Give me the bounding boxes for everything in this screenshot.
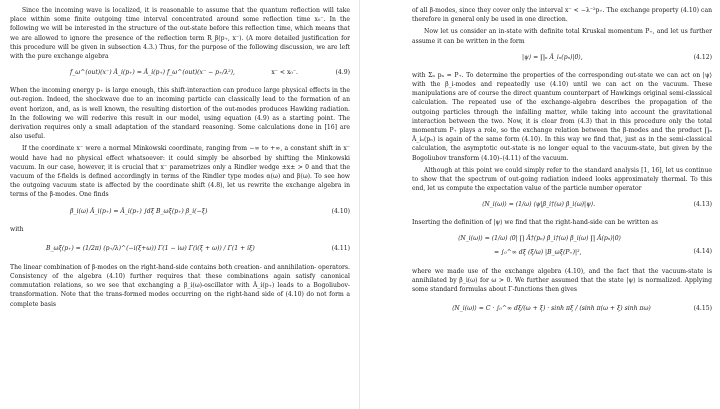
equation-4-14 xyxy=(412,231,712,263)
equation-4-14-line-1: ⟨N_i(ω)⟩ = (1/ω) ⟨0| ∏ Â†(pₙ) β_i†(ω) β_i(ω) ∏ Â(pₙ)|0⟩ xyxy=(458,234,621,242)
equation-4-9 xyxy=(10,64,350,82)
equation-4-10 xyxy=(10,203,350,221)
equation-4-15 xyxy=(412,297,712,319)
equation-4-15-number: (4.15) xyxy=(693,305,712,313)
equation-4-12 xyxy=(412,49,712,67)
right-paragraph-2: Now let us consider an in-state with definite total Kruskal momentum P₊, and let us further assume it can be written in the form xyxy=(412,28,712,45)
equation-4-9-number: (4.9) xyxy=(335,69,350,77)
left-page-text xyxy=(10,6,350,312)
equation-4-14-line-2: = ∫₀^∞ dξ (ξ/ω) |B_ωξ(P₊)|², xyxy=(494,248,582,256)
equation-4-10-number: (4.10) xyxy=(331,207,350,215)
equation-4-12-body: |ψ⟩ = ∏ₙ Â_iₙ(pₙ)|0⟩, xyxy=(522,53,583,61)
equation-4-13-number: (4.13) xyxy=(693,201,712,209)
left-paragraph-2: When the incoming energy p₊ is large enough, this shift-interaction can produce large physical effects in the out-region. Indeed, the shockwave due to an incoming particle can classically lead to the formation of an event horizon, and, as is well known, the resulting distortion of the out-modes produces Hawking radiation. In the following we will rederive this result in our model, using equation (4.9) as a starting point. The derivation requires only a small adaptation of the standard reasoning. Some calculations done in [16] are also useful. xyxy=(10,87,350,141)
equation-4-12-number: (4.12) xyxy=(693,53,712,61)
equation-4-11-body: B_ωξ(p₊) = (1/2π) (p₊/λ)^(−i(ξ+ω)) Γ(1 − iω) Γ(i(ξ + ω)) / Γ(1 + iξ) xyxy=(46,244,255,252)
with-label: with xyxy=(10,225,24,233)
right-paragraph-3: with Σₙ pₙ = P₊. To determine the properties of the corresponding out-state we can act on |ψ⟩ with the β_i-modes and repeatedly use (4.10) until we can act on the vacuum. These manipulations are of course the direct quantum counterpart of Hawkings original semi-classical calculation. The repeated use of the exchange-algebra describes the propagation of the outgoing particles through the infalling matter, while taking into account the gravitational interaction between the two. Now, it is clear from (4.3) that in this procedure only the total momentum P₊ plays a role, so the exchange relation between the β-modes and the product ∏ₙ Â_iₙ(pₙ) is again of the same form (4.10). In this way we find that, just as in the semi-classical calculation, the asymptotic out-state is no longer equal to the vacuum-state, but given by the Bogoliubov transform (4.10)–(4.11) of the vacuum. xyxy=(412,71,712,162)
equation-4-14-number: (4.14) xyxy=(693,247,712,255)
right-page-text xyxy=(412,6,712,323)
equation-4-13-body: ⟨N_i(ω)⟩ = (1/ω) ⟨ψ|β_i†(ω) β_i(ω)|ψ⟩. xyxy=(482,201,596,209)
equation-4-9-condition: x⁻ < x₀⁻. xyxy=(271,69,298,77)
left-paragraph-3: If the coordinate x⁻ were a normal Minkowski coordinate, ranging from −∞ to +∞, a constant shift in x⁻ would have had no physical effect whatsoever: it could simply be absorbed by shifting the Minkowski vacuum. In our case, however, it is crucial that x⁻ parametrizes only a Rindler wedge ±x± > 0 and that the vacuum of the f-fields is defined accordingly in terms of the Rindler type modes α(ω) and β(ω). To see how the outgoing vacuum state is affected by the coordinate shift (4.8), let us rewrite the exchange algebra in terms of the β-modes. One finds xyxy=(10,145,350,199)
equation-4-11 xyxy=(10,237,350,259)
right-paragraph-6: where we made use of the exchange algebra (4.10), and the fact that the vacuum-state is annihilated by β_i(ω) for ω > 0. We further assumed that the state |ψ⟩ is normalized. Applying some standard formulas about Γ-functions then gives xyxy=(412,267,712,294)
left-paragraph-1: Since the incoming wave is localized, it is reasonable to assume that the quantum reflection will take place within some finite outgoing time interval concentrated around some reflection time x₀⁻. In the following we will be interested in the structure of the out-state before this reflection time, which means that we are allowed to ignore the presence of the reflection term R_β(p₊, x⁻). (A more detailed justification for this procedure will be given in subsection 4.3.) Thus, for the purpose of the following discussion, we are left with the pure exchange algebra xyxy=(10,7,350,61)
right-paragraph-5: Inserting the definition of |ψ⟩ we find that the right-hand-side can be written as xyxy=(412,219,659,227)
equation-4-10-body: β_i(ω) Â_i(p₊) = Â_i(p₊) ∫dξ B_ωξ(p₊) β_i(−ξ) xyxy=(70,207,208,215)
equation-4-11-number: (4.11) xyxy=(331,244,350,252)
left-paragraph-4: The linear combination of β-modes on the right-hand-side contains both creation- and annihilation- operators. Consistency of the algebra (4.10) further requires that these combinations again satisfy canonical commutation relations, so we see that exchanging a β_i(ω)-oscillator with Â_i(p₊) leads to a Bogoliubov-transformation. Note that the trans-formed modes occurring on the right-hand side of (4.10) do not form a complete basis xyxy=(10,263,350,308)
right-paragraph-1: of all β-modes, since they cover only the interval x⁻ < −λ⁻²p₊. The exchange property (4.10) can therefore in general only be used in one direction. xyxy=(412,7,712,24)
right-paragraph-4: Although at this point we could simply refer to the standard analysis [1, 16], let us continue to show that the spectrum of out-going radiation indeed looks approximately thermal. To this end, let us compute the expectation value of the particle number operator xyxy=(412,166,712,193)
equation-4-9-body: f_ω^(out)(x⁻) Â_i(p₊) = Â_i(p₊) f_ω^(out)(x⁻ − p₊/λ²), xyxy=(70,69,235,77)
right-page xyxy=(360,0,720,409)
equation-4-15-body: ⟨N_i(ω)⟩ = C · ∫₀^∞ dξ/(ω + ξ) · sinh πξ / (sinh π(ω + ξ) sinh πω) xyxy=(452,305,651,313)
equation-4-13 xyxy=(412,196,712,214)
